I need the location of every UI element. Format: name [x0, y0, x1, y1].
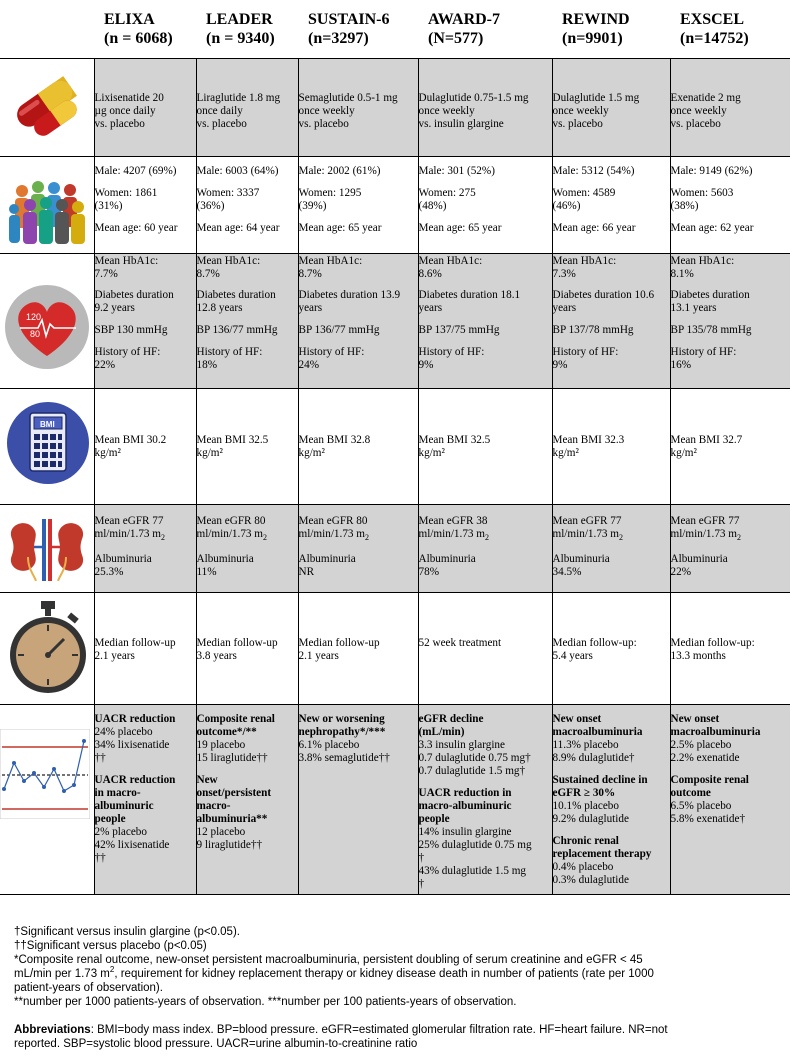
outcome-line: 2% placebo	[94, 825, 147, 838]
outcome-cell	[94, 704, 196, 894]
heart-diastolic-label: 80	[30, 328, 41, 339]
clinical-cell: Mean HbA1c: 8.7% Diabetes duration 12.8 years BP 136/77 mmHg History of HF: 18%	[196, 253, 298, 388]
outcome-cell	[196, 704, 298, 894]
header-blank	[0, 0, 94, 58]
outcome-line: Composite renal	[670, 773, 749, 786]
outcome-line: 25% dulaglutide 0.75 mg	[418, 838, 532, 851]
people-icon	[8, 177, 88, 251]
outcome-line: 24% placebo	[94, 725, 153, 738]
heart-icon	[4, 284, 90, 370]
trial-header: REWIND (n=9901)	[552, 0, 670, 58]
kidney-cell: Mean eGFR 80 ml/min/1.73 $m_2$ Albuminuria 11%	[196, 504, 298, 592]
outcome-line: †	[418, 877, 425, 890]
clinical-cell: Mean HbA1c: 8.6% Diabetes duration 18.1 years BP 137/75 mmHg History of HF: 9%	[418, 253, 552, 388]
followup-cell: 52 week treatment	[418, 592, 552, 704]
trial-header: EXSCEL (n=14752)	[670, 0, 790, 58]
outcome-line: ††	[94, 851, 106, 864]
footnote: mL/min per 1.73 $m^2$, requirement for kidney replacement therapy or kidney disease death in number of patients (rate per 1000	[14, 965, 654, 980]
outcome-line: 2.5% placebo	[670, 738, 732, 751]
outcome-line: UACR reduction in	[418, 786, 512, 799]
kidney-cell: Mean eGFR 77 ml/min/1.73 $m_2$ Albuminuria 25.3%	[94, 504, 196, 592]
outcomes-row	[0, 704, 790, 894]
bmi-cell: Mean BMI 32.5 kg/m²	[196, 388, 298, 504]
outcome-line: nephropathy*/***	[298, 725, 386, 738]
outcome-line: †	[418, 851, 425, 864]
bmi-cell: Mean BMI 32.7 kg/m²	[670, 388, 790, 504]
outcome-line: 11.3% placebo	[552, 738, 619, 751]
outcome-gap	[419, 778, 552, 787]
bmi-cell: Mean BMI 32.8 kg/m²	[298, 388, 418, 504]
drug-cell: Liraglutide 1.8 mg once daily vs. placebo	[196, 58, 298, 156]
outcome-line: 0.3% dulaglutide	[552, 873, 629, 886]
outcome-line: outcome	[670, 786, 711, 799]
outcome-cell	[552, 704, 670, 894]
followup-cell: Median follow-up 2.1 years	[298, 592, 418, 704]
bmi-icon-cell	[0, 388, 94, 504]
kidney-cell: Mean eGFR 77 ml/min/1.73 $m_2$ Albuminuria 22%	[670, 504, 790, 592]
outcome-gap	[671, 765, 790, 774]
outcome-line: onset/persistent	[196, 786, 272, 799]
stopwatch-icon-cell	[0, 592, 94, 704]
outcome-line: ††	[94, 751, 106, 764]
people-icon-cell	[0, 156, 94, 253]
demographics-cell: Male: 5312 (54%) Women: 4589 (46%) Mean age: 66 year	[552, 156, 670, 253]
chart-icon-cell	[0, 704, 94, 894]
outcome-cell	[298, 704, 418, 894]
outcome-gap	[197, 765, 298, 774]
outcome-line: 8.9% dulaglutide†	[552, 751, 635, 764]
bmi-row	[0, 388, 790, 504]
followup-cell: Median follow-up: 13.3 months	[670, 592, 790, 704]
outcome-line: 10.1% placebo	[552, 799, 619, 812]
outcome-line: 43% dulaglutide 1.5 mg	[418, 864, 527, 877]
drug-cell: Exenatide 2 mg once weekly vs. placebo	[670, 58, 790, 156]
outcome-line: people	[94, 812, 126, 825]
outcome-line: 3.3 insulin glargine	[418, 738, 505, 751]
clinical-cell: Mean HbA1c: 7.3% Diabetes duration 10.6 years BP 137/78 mmHg History of HF: 9%	[552, 253, 670, 388]
demographics-cell: Male: 301 (52%) Women: 275 (48%) Mean age: 65 year	[418, 156, 552, 253]
kidneys-icon	[4, 519, 90, 581]
heart-systolic-label: 120	[26, 311, 42, 322]
outcome-line: 9 liraglutide††	[196, 838, 263, 851]
drug-cell: Dulaglutide 1.5 mg once weekly vs. placebo	[552, 58, 670, 156]
trial-header: AWARD-7 (N=577)	[418, 0, 552, 58]
bmi-label: BMI	[40, 419, 55, 429]
clinical-cell: Mean HbA1c: 8.7% Diabetes duration 13.9 years BP 136/77 mmHg History of HF: 24%	[298, 253, 418, 388]
outcome-line: 9.2% dulaglutide	[552, 812, 629, 825]
kidney-cell: Mean eGFR 77 ml/min/1.73 $m_2$ Albuminuria 34.5%	[552, 504, 670, 592]
outcome-line: eGFR decline	[418, 712, 484, 725]
abbreviations-cont: reported. SBP=systolic blood pressure. UACR=urine albumin-to-creatinine ratio	[14, 1038, 418, 1050]
outcome-line: 0.4% placebo	[552, 860, 614, 873]
outcome-gap	[553, 826, 670, 835]
outcome-line: replacement therapy	[552, 847, 652, 860]
bmi-cell: Mean BMI 32.5 kg/m²	[418, 388, 552, 504]
outcome-line: macro-albuminuric	[418, 799, 512, 812]
outcome-line: UACR reduction	[94, 712, 176, 725]
pills-icon-cell	[0, 58, 94, 156]
outcome-line: New onset	[670, 712, 720, 725]
outcome-line: New onset	[552, 712, 602, 725]
abbreviations: Abbreviations: BMI=body mass index. BP=blood pressure. eGFR=estimated glomerular filtration rate. HF=heart failure. NR=not	[14, 1024, 668, 1036]
outcome-line: 6.5% placebo	[670, 799, 732, 812]
trial-header: ELIXA (n = 6068)	[94, 0, 196, 58]
footnote: †Significant versus insulin glargine (p<0.05).	[14, 926, 240, 938]
demographics-cell: Male: 4207 (69%) Women: 1861 (31%) Mean age: 60 year	[94, 156, 196, 253]
outcome-line: Sustained decline in	[552, 773, 648, 786]
outcome-line: 0.7 dulaglutide 0.75 mg†	[418, 751, 531, 764]
outcome-line: albuminuric	[94, 799, 154, 812]
outcome-line: 5.8% exenatide†	[670, 812, 746, 825]
stopwatch-icon	[8, 601, 88, 695]
kidney-row	[0, 504, 790, 592]
outcome-line: Chronic renal	[552, 834, 619, 847]
outcome-line: macro-	[196, 799, 231, 812]
outcome-line: macroalbuminuria	[552, 725, 643, 738]
clinical-cell: Mean HbA1c: 8.1% Diabetes duration 13.1 years BP 135/78 mmHg History of HF: 16%	[670, 253, 790, 388]
outcome-line: Composite renal	[196, 712, 275, 725]
outcome-line: in macro-	[94, 786, 141, 799]
outcome-line: 0.7 dulaglutide 1.5 mg†	[418, 764, 526, 777]
drug-cell: Lixisenatide 20 µg once daily vs. placebo	[94, 58, 196, 156]
drug-cell: Semaglutide 0.5-1 mg once weekly vs. placebo	[298, 58, 418, 156]
followup-row	[0, 592, 790, 704]
drug-cell: Dulaglutide 0.75-1.5 mg once weekly vs. insulin glargine	[418, 58, 552, 156]
demographics-cell: Male: 6003 (64%) Women: 3337 (36%) Mean age: 64 year	[196, 156, 298, 253]
kidney-cell: Mean eGFR 80 ml/min/1.73 $m_2$ Albuminuria NR	[298, 504, 418, 592]
outcome-line: New or worsening	[298, 712, 385, 725]
footnote: *Composite renal outcome, new-onset persistent macroalbuminuria, persistent doubling of serum creatinine and eGFR < 45	[14, 954, 643, 966]
footnote: **number per 1000 patients-years of observation. ***number per 100 patients-years of observation.	[14, 996, 517, 1008]
heart-icon-cell	[0, 253, 94, 388]
outcome-gap	[553, 765, 670, 774]
outcome-line: 19 placebo	[196, 738, 246, 751]
kidney-cell: Mean eGFR 38 ml/min/1.73 $m_2$ Albuminuria 78%	[418, 504, 552, 592]
outcome-line: eGFR ≥ 30%	[552, 786, 616, 799]
outcome-line: outcome*/**	[196, 725, 257, 738]
trial-header: LEADER (n = 9340)	[196, 0, 298, 58]
outcome-cell	[670, 704, 790, 894]
bmi-cell: Mean BMI 30.2 kg/m²	[94, 388, 196, 504]
outcome-line: people	[418, 812, 450, 825]
outcome-line: macroalbuminuria	[670, 725, 761, 738]
followup-cell: Median follow-up: 5.4 years	[552, 592, 670, 704]
kidney-icon-cell	[0, 504, 94, 592]
outcome-line: 2.2% exenatide	[670, 751, 740, 764]
outcome-line: (mL/min)	[418, 725, 465, 738]
outcome-line: New	[196, 773, 218, 786]
bmi-cell: Mean BMI 32.3 kg/m²	[552, 388, 670, 504]
outcome-line: 14% insulin glargine	[418, 825, 512, 838]
control-chart-icon	[0, 729, 90, 819]
footnote: patient-years of observation).	[14, 982, 163, 994]
footnote: ††Significant versus placebo (p<0.05)	[14, 940, 207, 952]
bmi-calculator-icon	[6, 401, 90, 485]
clinical-row	[0, 253, 790, 388]
followup-cell: Median follow-up 2.1 years	[94, 592, 196, 704]
header-row	[0, 0, 790, 58]
footnotes	[14, 925, 784, 1051]
outcome-gap	[95, 765, 196, 774]
demographics-row	[0, 156, 790, 253]
outcome-line: 15 liraglutide††	[196, 751, 268, 764]
outcome-line: 34% lixisenatide	[94, 738, 170, 751]
trial-header: SUSTAIN-6 (n=3297)	[298, 0, 418, 58]
outcome-line: 12 placebo	[196, 825, 246, 838]
outcome-line: 3.8% semaglutide††	[298, 751, 390, 764]
followup-cell: Median follow-up 3.8 years	[196, 592, 298, 704]
outcome-line: albuminuria**	[196, 812, 268, 825]
outcome-line: UACR reduction	[94, 773, 176, 786]
demographics-cell: Male: 9149 (62%) Women: 5603 (38%) Mean age: 62 year	[670, 156, 790, 253]
pills-icon	[8, 69, 86, 145]
drug-row	[0, 58, 790, 156]
outcome-line: 6.1% placebo	[298, 738, 360, 751]
outcome-line: 42% lixisenatide	[94, 838, 170, 851]
outcome-cell	[418, 704, 552, 894]
clinical-cell: Mean HbA1c: 7.7% Diabetes duration 9.2 years SBP 130 mmHg History of HF: 22%	[94, 253, 196, 388]
demographics-cell: Male: 2002 (61%) Women: 1295 (39%) Mean age: 65 year	[298, 156, 418, 253]
